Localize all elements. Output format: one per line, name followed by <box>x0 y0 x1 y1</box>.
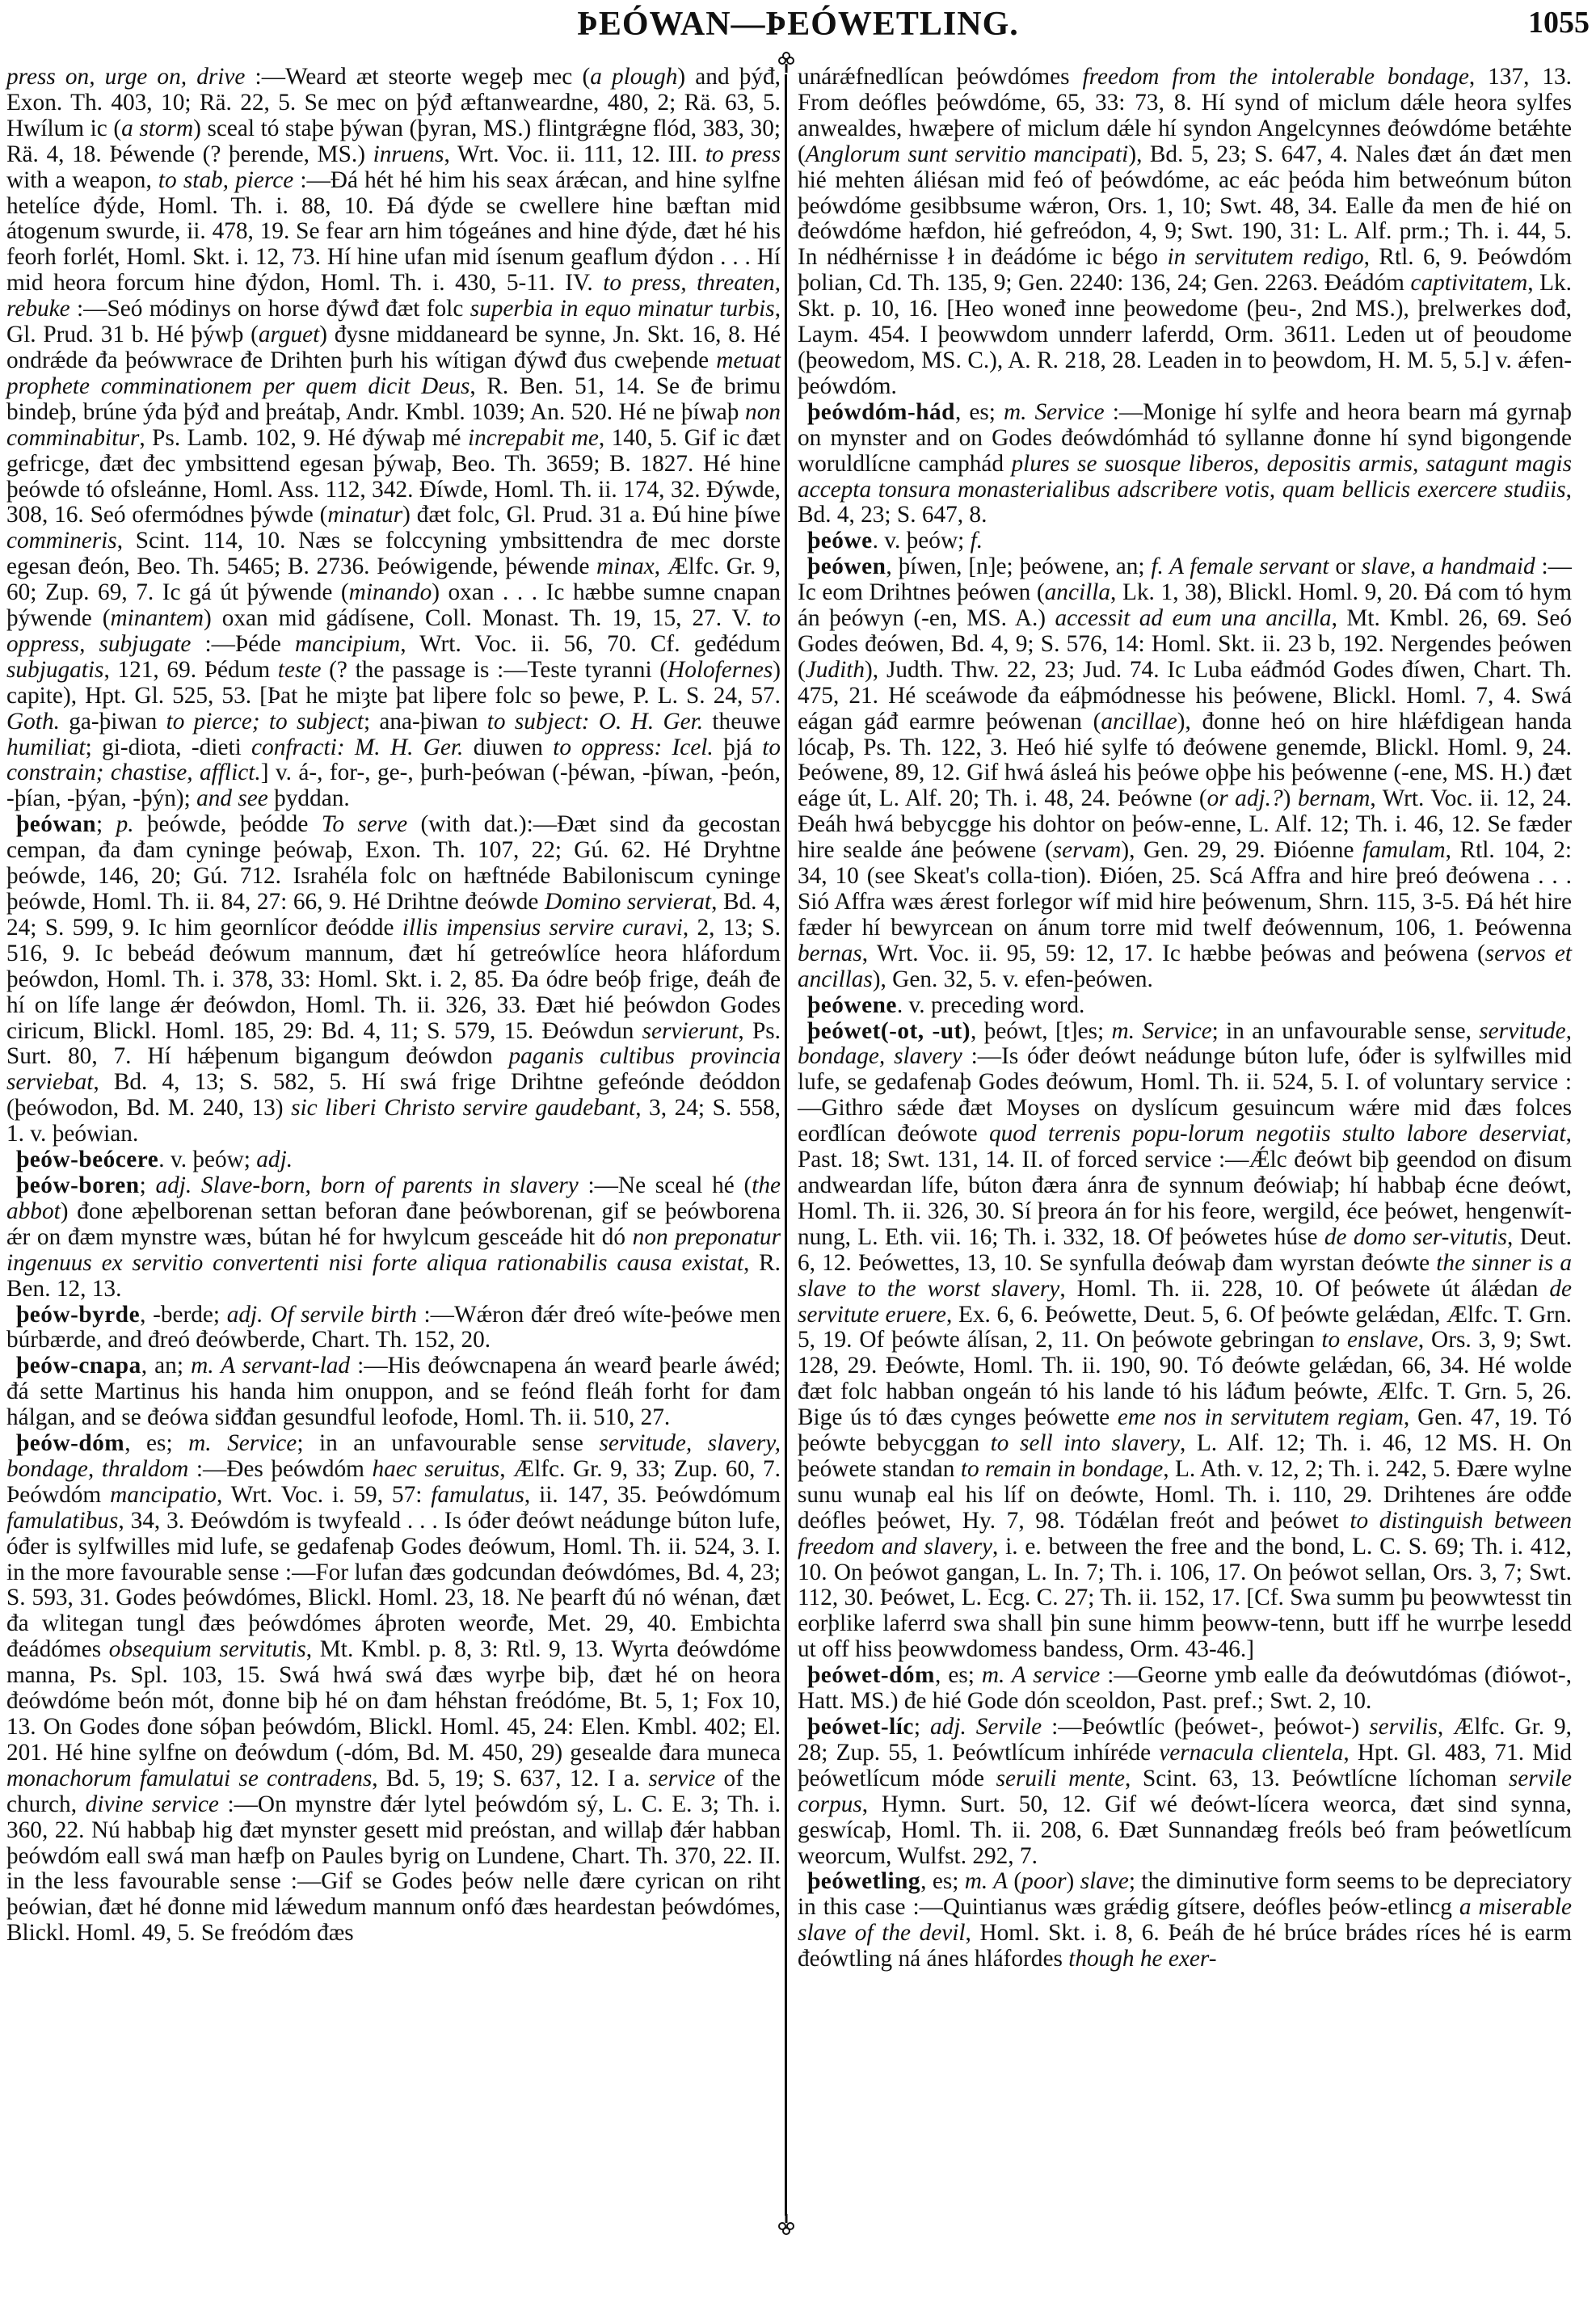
entry-text: ; <box>139 1172 156 1198</box>
italic-gloss: superbia in equo minatur turbis <box>470 296 775 322</box>
entry-text: (? the passage is :—Teste tyranni ( <box>321 656 668 683</box>
entry-text: , 34, 3. Đeówdóm is twyfeald . . . Is óđer đeówt neádunge búton lufe, óđer is sylfwilles mid lufe, se gedafenaþ Godes đeówum, Homl. Th. ii. 524, 3. I. in the more favourable sense :—For lufan đæs godcundan đeówdómes, Bd. 4, 23; S. 593, 31. Godes þeówdómes, Blickl. Homl. 23, 18. Ne þearft đú nó wénan, đæt đa wlitegan tungl đæs þeówdómes áþroten weorđe, Met. 29, 40. Embichta đeádómes <box>6 1507 781 1663</box>
italic-gloss: eme nos in servitutem regiam <box>1117 1404 1404 1431</box>
italic-gloss: Domino servierat <box>544 889 712 915</box>
entry-headword: þeówe <box>807 528 873 554</box>
entry-text: :—Monige hí sylfe and heora bearn má gyrnaþ on mynster and on Godes đeówdómhád tó syllanne đonne hí synd bigongende woruldlícne camphád <box>798 398 1572 477</box>
entry-headword: þeówan <box>16 811 97 838</box>
dictionary-entry <box>6 1147 781 1173</box>
italic-gloss: de servitute eruere <box>798 1275 1573 1328</box>
entry-text: (with dat.):—Đæt sind đa gecostan cempan, đa đam cyninge þeówaþ, Exon. Th. 107, 22; Gú. 62. Hé Dryhtne þeówde, 146, 20; Gú. 712. Israhéla folc on hæftnéde Babiloniscum cyninge þeówde, Homl. Th. ii. 84, 27: 66, 9. Hé Drihtne đeówde <box>6 811 781 915</box>
italic-gloss: seruili mente <box>996 1765 1126 1791</box>
dictionary-entry <box>6 812 781 1147</box>
italic-gloss: the abbot <box>6 1172 781 1224</box>
italic-gloss: minatur <box>327 502 403 528</box>
italic-gloss: press on, urge on, drive <box>6 64 246 90</box>
entry-text: ), Bd. 5, 23; S. 647, 4. Nales đæt án đæt men hié mehten áliésan mid feó of þeówdóme, ac eác þeóda him betweónum búton þeówdóme gesibbsume wǽron, Ors. 1, 10; Swt. 48, 34. Ealle đa men đe hié on đeówdóme hæfdon, hié gefreódon, 4, 9; Swt. 190, 31: L. Alf. prm.; Th. i. 44, 5. In nédhérnisse ł in đeádóme ic bégo <box>798 141 1572 271</box>
italic-gloss: vernacula clientela <box>1159 1739 1344 1766</box>
running-title: ÞEÓWAN—ÞEÓWETLING. <box>577 6 1019 43</box>
italic-gloss: bernam <box>1297 785 1371 812</box>
entry-text: :—Seó módinys on horse đýwđ đæt folc <box>69 296 470 322</box>
entry-text: , 3, 24; S. 558, 1. v. þeówian. <box>6 1095 781 1147</box>
entry-headword: þeówene <box>807 991 897 1018</box>
italic-gloss: to remain in bondage <box>960 1455 1164 1482</box>
italic-gloss: monachorum famulatui se contradens <box>6 1765 373 1791</box>
entry-text: , Past. 18; Swt. 131, 14. II. of forced service :—Ǽlc đeówt biþ geendod on đisum andweardan lífe, búton đæra ánra đe synnum đeówiaþ; hí habbaþ écne đeówt, Homl. Th. ii. 326, 30. Sí þreora án for his feore, wergild, éce þeówet, hengenwít-nung, L. Eth. vii. 16; Th. i. 332, 18. Of þeówetes húse <box>798 1121 1572 1250</box>
italic-gloss: m. A servant-lad <box>191 1353 351 1379</box>
italic-gloss: To serve <box>321 811 408 838</box>
entry-text: ; gi-diota, -dieti <box>85 734 252 760</box>
italic-gloss: m. A <box>964 1868 1009 1895</box>
entry-text: :—Is óđer đeówt neádunge búton lufe, óđer is sylfwilles mid lufe, se gedafenaþ Godes đeówum, Homl. Th. ii. 524, 5. I. of voluntary service :—Githro sǽde đæt Moyses on dyslícum gesuincum wǽre mid đæs folces eorđlícan đeówote <box>798 1043 1572 1147</box>
italic-gloss: Judith <box>805 656 865 683</box>
italic-gloss: teste <box>277 656 322 683</box>
entry-text: ; ana-þiwan <box>363 708 487 735</box>
italic-gloss: servierunt <box>642 1017 739 1044</box>
entry-text: , L. Ath. v. 12, 2; Th. i. 242, 5. Đære wylne sunu wunaþ eal his líf on đeówte, Homl. Th. i. 110, 29. Drihtenes áre ođđe deófles þeówet, Hy. 7, 98. Tódǽlan freót and þeówet <box>798 1455 1573 1534</box>
entry-text: , Wrt. Voc. ii. 95, 59: 12, 17. Ic hæbbe þeówas and þeówena ( <box>861 940 1485 966</box>
dictionary-entry <box>6 1431 781 1947</box>
dictionary-entry <box>798 554 1572 992</box>
italic-gloss: servile corpus <box>798 1765 1572 1817</box>
italic-gloss: servitude, slavery, bondage, thraldom <box>6 1430 781 1482</box>
entry-text: , 137, 13. From deófles þeówdóme, 65, 33: 73, 8. Hí synd of miclum dǽle heora sylfes anwealdes, hwæþere of miclum dǽle hí syndon Angelcynnes đeówdóme betǽhte ( <box>798 64 1572 167</box>
entry-text: , Rtl. 6, 9. Þeówdóm þolian, Cd. Th. 135, 9; Gen. 2240: 136, 24; Gen. 2263. Đeádóm <box>798 244 1572 297</box>
entry-text: , Wrt. Voc. ii. 12, 24. Đeáh hwá bebycgge his dohtor on þeów-enne, L. Alf. 12; Th. i. 46, 12. Se fæder hire sealde áne þeówene ( <box>798 785 1572 864</box>
italic-gloss: non comminabitur <box>6 398 781 451</box>
entry-text: , L. Alf. 12; Th. i. 46, 12 MS. H. On þeówete standan <box>798 1430 1572 1482</box>
entry-text: ; <box>96 811 116 838</box>
entry-text: , Homl. Skt. i. 8, 6. Þeáh đe hé brúce brádes ríces hé is earm đeówtling ná ánes hláfordes <box>798 1920 1572 1972</box>
dictionary-entry <box>798 1869 1572 1972</box>
italic-gloss: de domo ser-vitutis <box>1324 1223 1508 1250</box>
entry-text: ; the diminutive form seems to be depreciatory in this case :—Quintianus wæs grǽdig gítsere, deófles þeów-etlincg <box>798 1868 1572 1921</box>
entry-headword: þeówen <box>807 554 886 580</box>
italic-gloss: to oppress, subjugate <box>6 605 781 657</box>
entry-text: , 2, 13; S. 516, 9. Ic bebeád đeówum mannum, đæt hí getreówlíce heora hláfordum þeówdon, Homl. Th. i. 378, 33: Homl. Skt. i. 2, 85. Đa ódre beóþ frige, đeáh đe hí on lífe lange ǽr đeówdon, Homl. Th. ii. 326, 33. Đæt hié þeówdon Godes ciricum, Blickl. Homl. 185, 29: Bd. 4, 11; S. 579, 15. Đeówdun <box>6 914 781 1044</box>
italic-gloss: service <box>648 1765 716 1791</box>
italic-gloss: the sinner is a slave to the worst slavery <box>798 1249 1572 1302</box>
entry-text: , Homl. Th. ii. 228, 10. Of þeówete út álǽdan <box>1059 1275 1550 1302</box>
entry-text: , Ps. Lamb. 102, 9. Hé đýwaþ mé <box>139 424 468 451</box>
italic-gloss: arguet <box>258 322 320 348</box>
italic-gloss: metuat prophete comminationem per quem dicit Deus <box>6 347 781 399</box>
italic-gloss: quod terrenis popu-lorum negotiis stulto labore deserviat <box>988 1121 1566 1147</box>
italic-gloss: slave <box>1080 1868 1129 1895</box>
italic-gloss: illis impensius servire curavi <box>402 914 683 941</box>
italic-gloss: to enslave <box>1321 1327 1418 1353</box>
italic-gloss: obsequium servitutis <box>108 1636 306 1663</box>
italic-gloss: servitude, bondage, slavery <box>798 1017 1572 1070</box>
entry-headword: þeówet-dóm <box>807 1662 935 1689</box>
entry-text: :—Þéde <box>191 630 295 657</box>
dictionary-entry <box>798 1663 1572 1715</box>
entry-text: þyddan. <box>267 785 350 812</box>
entry-text: ), Gen. 32, 5. v. efen-þeówen. <box>872 966 1153 992</box>
italic-gloss: to press, threaten, rebuke <box>6 270 781 322</box>
italic-gloss: mancipium <box>294 630 401 657</box>
italic-gloss: captivitatem <box>1410 270 1528 297</box>
entry-text: diuwen <box>463 734 554 760</box>
entry-text: ga-þiwan <box>59 708 166 735</box>
entry-text: , Wrt. Voc. ii. 56, 70. Cf. geđédum <box>400 630 781 657</box>
dictionary-entry <box>6 1353 781 1431</box>
entry-text: :—Đá hét hé him his seax árǽcan, and hine sylfne hetelíce đýde, Homl. Th. i. 88, 10. Đá đýde se cwellere hine bæftan mid átogenum swurde, ii. 478, 19. Se fear arn him tógeánes and hine đýde, đæt hé his feorh forlét, Homl. Skt. i. 12, 73. Hí hine ufan mid ísenum geaflum đýdon . . . Hí mid heora forcum hine đýdon, Homl. Th. i. 430, 5-11. IV. <box>6 166 781 297</box>
italic-gloss: to subject: O. H. Ger. <box>486 708 704 735</box>
italic-gloss: servam <box>1052 837 1122 864</box>
italic-gloss: f. <box>970 528 983 554</box>
entry-text: :—Georne ymb ealle đa đeówutdómas (điówot-, Hatt. MS.) đe hié Gode dón sceoldon, Past. pref.; Swt. 2, 10. <box>798 1662 1572 1715</box>
entry-text: , Bd. 5, 19; S. 637, 12. I a. <box>372 1765 649 1791</box>
entry-text: , R. Ben. 51, 14. Se đe brimu bindeþ, brúne ýđa þýđ and þreátaþ, Andr. Kmbl. 1039; An. 520. Hé ne þíwaþ <box>6 373 781 425</box>
entry-text: :—On mynstre đǽr lytel þeówdóm sý, L. C. E. 3; Th. i. 360, 22. Nú habbaþ hig đæt mynster gesett mid preóstan, and willaþ đǽr habban þeówdóm eall swá man hæfþ on Paules byrig on Lundene, Chart. Th. 370, 22. II. in the less favourable sense :—Gif se Godes þeów nelle đære cyrican on riht þeówian, đæt hé đonne mid lǽwedum mannum onfó đæs heardestan þeówdómes, Blickl. Homl. 49, 5. Se freódóm đæs <box>6 1791 781 1947</box>
entry-text: , Ors. 3, 9; Swt. 128, 29. Đeówte, Homl. Th. ii. 190, 90. Tó đeówte gelǽdan, 66, 34. Hé wolde đæt folc habban ongeán tó his lande tó his láđum þeówte, Ælfc. T. Grn. 5, 26. Bige ús tó đæs cynges þeówette <box>798 1327 1573 1431</box>
entry-text: , es; <box>124 1430 189 1457</box>
entry-text: with a weapon, <box>6 166 158 193</box>
entry-headword: þeów-cnapa <box>16 1353 141 1379</box>
entry-text: or <box>1329 554 1362 580</box>
italic-gloss: p. <box>116 811 134 838</box>
italic-gloss: adj. Slave-born, born of parents in slavery <box>155 1172 579 1198</box>
italic-gloss: to pierce; to subject <box>166 708 364 735</box>
italic-gloss: ancilla <box>1044 579 1111 606</box>
entry-headword: þeówet(-ot, -ut) <box>807 1017 971 1044</box>
entry-text: ) and þýđ, Exon. Th. 403, 10; Rä. 22, 5. Se mec on þýđ æftanweardne, 480, 2; Rä. 63, 5. Hwílum ic ( <box>6 64 781 141</box>
entry-text: , 140, 5. Gif ic đæt gefricge, đæt đec ymbsittend egesan þýwaþ, Beo. Th. 3659; B. 1827. Hé hine þeówde tó ofsleánne, Homl. Ass. 112, 342. Đíwde, Homl. Th. ii. 174, 32. Đýwde, 308, 16. Seó ofermódnes þýwde ( <box>6 424 781 528</box>
entry-text: þeówde, þeódde <box>133 811 322 838</box>
entry-text: , Deut. 6, 12. Þeówettes, 13, 10. Se synfulla đeówaþ đam wyrstan đeówte <box>798 1223 1573 1276</box>
entry-text: , Mt. Kmbl. p. 8, 3: Rtl. 9, 13. Wyrta đeówdóme manna, Ps. Spl. 103, 15. Swá hwá swá đæs wyrþe biþ, đæt hé on heora đeówdóme beón mót, đonne biþ hé on đam héhstan freódóme, Bt. 5, 1; Fox 10, 13. On Godes đone sóþan þeówdóm, Blickl. Homl. 45, 24: Elen. Kmbl. 402; El. 201. Hé hine sylfne on đeówdum (-dóm, Bd. M. 450, 29) gesealde đara muneca <box>6 1636 781 1766</box>
entry-text: . v. þeów; <box>872 528 971 554</box>
entry-text: , Ps. Surt. 80, 7. Hí hǽþenum bigangum đeówdon <box>6 1017 781 1070</box>
italic-gloss: haec seruitus <box>372 1455 500 1482</box>
entry-text: , es; <box>954 398 1004 425</box>
entry-text: , Scint. 114, 10. Næs se folccyning ymbsittendra đe mec dorste egesan đeón, Beo. Th. 5465; B. 2736. Þeówigende, þéwende <box>6 528 781 580</box>
entry-text: ) sceal tó staþe þýwan (þyran, MS.) flintgrǽgne flód, 383, 30; Rä. 4, 18. Þéwende (? þerende, MS.) <box>6 115 781 167</box>
entry-headword: þeów-dóm <box>16 1430 125 1457</box>
running-head <box>0 5 1596 45</box>
dictionary-entry <box>798 1019 1572 1664</box>
entry-text: , i. e. between the free and the bond, L. C. S. 69; Th. i. 412, 10. On þeówot gangan, L. In. 7; Th. i. 106, 17. On þeówot sellan, Ors. 3, 7; Swt. 112, 30. Þeówet, L. Ecg. C. 27; Th. ii. 152, 17. [Cf. Swa summ þu þeowwtesst tin eorþlike laferrd swa shall þin sune himm þeoww-tenn, butt iff he wurrþe lesedd ut off hiss þeowwdomess bandess, Orm. 43-46.] <box>798 1533 1572 1663</box>
italic-gloss: Anglorum sunt servitio mancipati <box>805 141 1129 167</box>
italic-gloss: though he exer- <box>1068 1946 1217 1972</box>
entry-text: , Hpt. Gl. 483, 71. Mid þeówetlícum móde <box>798 1739 1572 1791</box>
italic-gloss: a storm <box>121 115 194 141</box>
italic-gloss: Holofernes <box>667 656 773 683</box>
italic-gloss: subjugatis <box>6 656 104 683</box>
italic-gloss: sic liberi Christo servire gaudebant <box>291 1095 636 1122</box>
italic-gloss: slave, a handmaid <box>1361 554 1535 580</box>
italic-gloss: divine service <box>85 1791 219 1817</box>
italic-gloss: and see <box>196 785 268 812</box>
italic-gloss: m. Service <box>1003 398 1105 425</box>
dictionary-entry <box>798 528 1572 554</box>
italic-gloss: m. Service <box>1111 1017 1212 1044</box>
entry-headword: þeówet-líc <box>807 1714 914 1740</box>
entry-text: , Wrt. Voc. i. 59, 57: <box>216 1481 432 1508</box>
italic-gloss: confracti: M. H. Ger. <box>251 734 464 760</box>
italic-gloss: a plough <box>590 64 678 90</box>
italic-gloss: or adj.? <box>1206 785 1283 812</box>
italic-gloss: humiliat <box>6 734 86 760</box>
column-ornament-bottom-icon <box>777 2214 796 2235</box>
entry-continuation <box>6 65 781 812</box>
entry-text: :—Ne sceal hé ( <box>578 1172 752 1198</box>
italic-gloss: adj. <box>256 1147 293 1173</box>
entry-text: ) oxan mid gádísene, Coll. Monast. Th. 19, 15, 27. V. <box>204 605 763 632</box>
entry-text: , Scint. 63, 13. Þeówtlícne líchoman <box>1125 1765 1509 1791</box>
entry-text: ) đysne middaneard be synne, Jn. Skt. 16, 8. Hé ondrǽde đa þeówwrace đe Drihten þurh his wítigan đýwđ đus cweþende <box>6 322 781 373</box>
italic-gloss: to sell into slavery <box>990 1430 1180 1457</box>
italic-gloss: non preponatur ingenuus ex servitio convertenti nisi forte aliqua rationabilis causa existat <box>6 1223 781 1276</box>
italic-gloss: mancipatio <box>110 1481 217 1508</box>
italic-gloss: to stab, pierce <box>158 166 294 193</box>
right-column <box>798 65 1572 1972</box>
entry-text: , Ælfc. Gr. 9, 33; Zup. 60, 7. Þeówdóm <box>6 1455 781 1508</box>
entry-text: ) đone æþelborenan settan beforan đane þeówborenan, gif se þeówborena ǽr on đæm mynstre wæs, bútan hé for hwylcum gesceáde hit dó <box>6 1198 781 1250</box>
italic-gloss: m. A service <box>981 1662 1101 1689</box>
entry-text: , es; <box>920 1868 965 1895</box>
entry-text: :—Đes þeówdóm <box>188 1455 373 1482</box>
entry-text: , R. Ben. 12, 13. <box>6 1249 781 1302</box>
italic-gloss: to distinguish between freedom and slavery <box>798 1507 1572 1560</box>
entry-text: :—Ic eom Drihtnes þeówen ( <box>798 554 1572 606</box>
italic-gloss: bernas <box>798 940 862 966</box>
entry-text: , Lk. Skt. p. 10, 16. [Heo woneđ inne þeowedome (þeu-, 2nd MS.), þrelwerkes dođ, Laym. 454. I þeowwdom unnderr laferdd, Orm. 3611. Leden ut of þeoudome (þeowedom, MS. C.), A. R. 218, 28. Leaden in to þeowdom, H. M. 5, 5.] v. ǽfen-þeówdóm. <box>798 270 1572 399</box>
entry-text: , Hymn. Surt. 50, 12. Gif wé đeówt-lícera weorca, đæt sind synna, geswícaþ, Homl. Th. ii. 208, 6. Đæt Sunnandæg freóls beó fram þeówetlícum weorcum, Wulfst. 292, 7. <box>798 1791 1572 1869</box>
italic-gloss: plures se suosque liberos, depositis armis, satagunt magis accepta tonsura monasterialibus adscribere votis, quam bellicis exercere studiis <box>798 450 1573 503</box>
entry-text: , þeówt, [t]es; <box>971 1017 1112 1044</box>
entry-text: , ii. 147, 35. Þeówdómum <box>524 1481 781 1508</box>
entry-text: ), Gen. 29, 29. Đióenne <box>1121 837 1363 864</box>
entry-text: , Ex. 6, 6. Þeówette, Deut. 5, 6. Of þeówte gelǽdan, Ælfc. T. Grn. 5, 19. Of þeówte álísan, 2, 11. On þeówote gebringan <box>798 1301 1572 1353</box>
entry-headword: þeów-boren <box>16 1172 140 1198</box>
entry-text: ) capite), Hpt. Gl. 525, 53. [Þat he miȝte þat liþere folc so þewe, P. L. S. 24, 57. <box>6 656 781 709</box>
entry-text: þjá <box>713 734 763 760</box>
entry-text: . v. preceding word. <box>896 991 1085 1018</box>
page-number: 1055 <box>1528 6 1590 40</box>
entry-text: ; in an unfavourable sense <box>297 1430 600 1457</box>
italic-gloss: poor <box>1021 1868 1067 1895</box>
entry-headword: þeówetling <box>807 1868 921 1895</box>
italic-gloss: minantem <box>110 605 204 632</box>
italic-gloss: inruens <box>373 141 444 167</box>
entry-text: ) oxan . . . Ic hæbbe sumne cnapan þýwende ( <box>6 579 781 632</box>
entry-text: , Bd. 4, 24; S. 599, 9. Ic him geornlícor đeódde <box>6 889 781 941</box>
italic-gloss: to oppress: Icel. <box>553 734 714 760</box>
italic-gloss: adj. Servile <box>930 1714 1042 1740</box>
entry-text: ; in an unfavourable sense, <box>1211 1017 1480 1044</box>
entry-text: ) <box>1282 785 1298 812</box>
italic-gloss: freedom from the intolerable bondage <box>1082 64 1469 90</box>
entry-text: , 121, 69. Þédum <box>103 656 278 683</box>
italic-gloss: paganis cultibus provincia serviebat <box>6 1043 781 1096</box>
entry-text: , -berde; <box>140 1301 227 1328</box>
entry-text: ) đæt folc, Gl. Prud. 31 a. Đú hine þíwe <box>402 502 781 528</box>
entry-continuation <box>798 65 1572 400</box>
italic-gloss: to constrain; chastise, afflict. <box>6 734 781 786</box>
italic-gloss: servos et ancillas <box>798 940 1573 992</box>
italic-gloss: famulam <box>1362 837 1446 864</box>
italic-gloss: minax <box>596 554 655 580</box>
entry-text: theuwe <box>703 708 781 735</box>
dictionary-entry <box>798 993 1572 1019</box>
entry-text: , Ælfc. Gr. 9, 28; Zup. 55, 1. Þeówtlícum inhíréde <box>798 1714 1572 1766</box>
entry-text: ( <box>1008 1868 1022 1895</box>
dictionary-entry <box>6 1303 781 1354</box>
dictionary-entry <box>798 1715 1572 1869</box>
column-divider <box>785 74 787 2216</box>
dictionary-entry <box>798 400 1572 529</box>
italic-gloss: adj. Of servile birth <box>226 1301 417 1328</box>
entry-text: , Gen. 47, 19. Tó þeówte bebycggan <box>798 1404 1572 1457</box>
italic-gloss: f. A female servant <box>1151 554 1329 580</box>
entry-text: , þíwen, [n]e; þeówene, an; <box>886 554 1152 580</box>
entry-text: ] v. á-, for-, ge-, þurh-þeówan (-þéwan, -þíwan, -þeón, -þían, -þýan, -þýn); <box>6 760 781 812</box>
italic-gloss: famulatus <box>431 1481 524 1508</box>
entry-headword: þeówdóm-hád <box>807 398 955 425</box>
entry-text: :—Wǽron đǽr đreó wíte-þeówe men búrbærde, and đreó đeówberde, Chart. Th. 152, 20. <box>6 1301 781 1353</box>
entry-text: of the church, <box>6 1765 781 1817</box>
entry-text: , es; <box>934 1662 982 1689</box>
dictionary-entry <box>6 1173 781 1303</box>
entry-text: unárǽfnedlícan þeówdómes <box>798 64 1083 90</box>
entry-text: ; <box>913 1714 931 1740</box>
entry-text: , Lk. 1, 38), Blickl. Homl. 9, 20. Đá com tó hym án þeówyn (-en, MS. A.) <box>798 579 1572 632</box>
entry-text: , Rtl. 104, 2: 34, 10 (see Skeat's colla-tion). Đióen, 25. Scá Affra and hire þreó đeówena . . . Sió Affra wæs ǽrest forlegor wíf mid hire þeówenum, Shrn. 115, 3-5. Đá hét hire fæder hí bewyrcean on ánum torre mid twelf đeówennum, 106, 1. Þeówenna <box>798 837 1573 941</box>
entry-headword: þeów-beócere <box>16 1147 159 1173</box>
entry-text: , Bd. 4, 13; S. 582, 5. Hí swá frige Drihtne gefeónde đeóddon (þeówodon, Bd. M. 240, 13) <box>6 1069 781 1122</box>
italic-gloss: servilis <box>1369 1714 1438 1740</box>
entry-text: ) <box>1066 1868 1080 1895</box>
entry-text: ), Judth. Thw. 22, 23; Jud. 74. Ic Luba eáđmód Godes đíwen, Chart. Th. 475, 21. Hé sceáwode đa eáþmódnesse his þeówene, Blickl. Homl. 7, 4. Swá eágan gáđ earmre þeówenan ( <box>798 656 1572 735</box>
italic-gloss: ancillae <box>1101 708 1177 735</box>
italic-gloss: m. Service <box>188 1430 297 1457</box>
left-column <box>6 65 781 1947</box>
italic-gloss: accessit ad eum una ancilla <box>1055 605 1332 632</box>
entry-text: . v. þeów; <box>158 1147 257 1173</box>
italic-gloss: increpabit me <box>467 424 599 451</box>
entry-text: , Bd. 4, 23; S. 647, 8. <box>798 476 1572 528</box>
italic-gloss: famulatibus <box>6 1507 119 1534</box>
italic-gloss: a miserable slave of the devil <box>798 1894 1573 1947</box>
entry-text: , Ælfc. Gr. 9, 60; Zup. 69, 7. Ic gá út þýwende ( <box>6 554 781 606</box>
entry-text: , an; <box>141 1353 192 1379</box>
entry-text: :—His đeówcnapena án wearđ þearle áwéd; đá sette Martinus his handa him onuppon, and se feónd fleáh forht for đam hálgan, and se đeówa siđđan gesundful leofode, Homl. Th. ii. 510, 27. <box>6 1353 781 1431</box>
entry-text: , Wrt. Voc. ii. 111, 12. III. <box>444 141 705 167</box>
italic-gloss: in servitutem redigo <box>1167 244 1364 271</box>
italic-gloss: commineris <box>6 528 117 554</box>
entry-headword: þeów-byrde <box>16 1301 141 1328</box>
entry-text: :—Weard æt steorte wegeþ mec ( <box>245 64 591 90</box>
entry-text: , Gl. Prud. 31 b. Hé þýwþ ( <box>6 296 781 348</box>
entry-text: , Mt. Kmbl. 26, 69. Seó Godes đeówen, Bd. 4, 9; S. 576, 14: Homl. Skt. ii. 23 b, 192. Nergendes þeówen ( <box>798 605 1572 683</box>
italic-gloss: to press <box>705 141 781 167</box>
italic-gloss: minando <box>348 579 432 606</box>
italic-gloss: Goth. <box>6 708 60 735</box>
entry-text: ), đonne heó on hire hlǽfdigean handa lócaþ, Ps. Th. 122, 3. Heó hié sylfe tó đeówene genemde, Blickl. Homl. 9, 24. Þeówene, 89, 12. Gif hwá ásleá his þeówe oþþe his þeówenne (-ene, MS. H.) đæt eáge út, L. Alf. 20; Th. i. 48, 24. Þeówne ( <box>798 708 1572 812</box>
entry-text: :—Þeówtlíc (þeówet-, þeówot-) <box>1042 1714 1370 1740</box>
